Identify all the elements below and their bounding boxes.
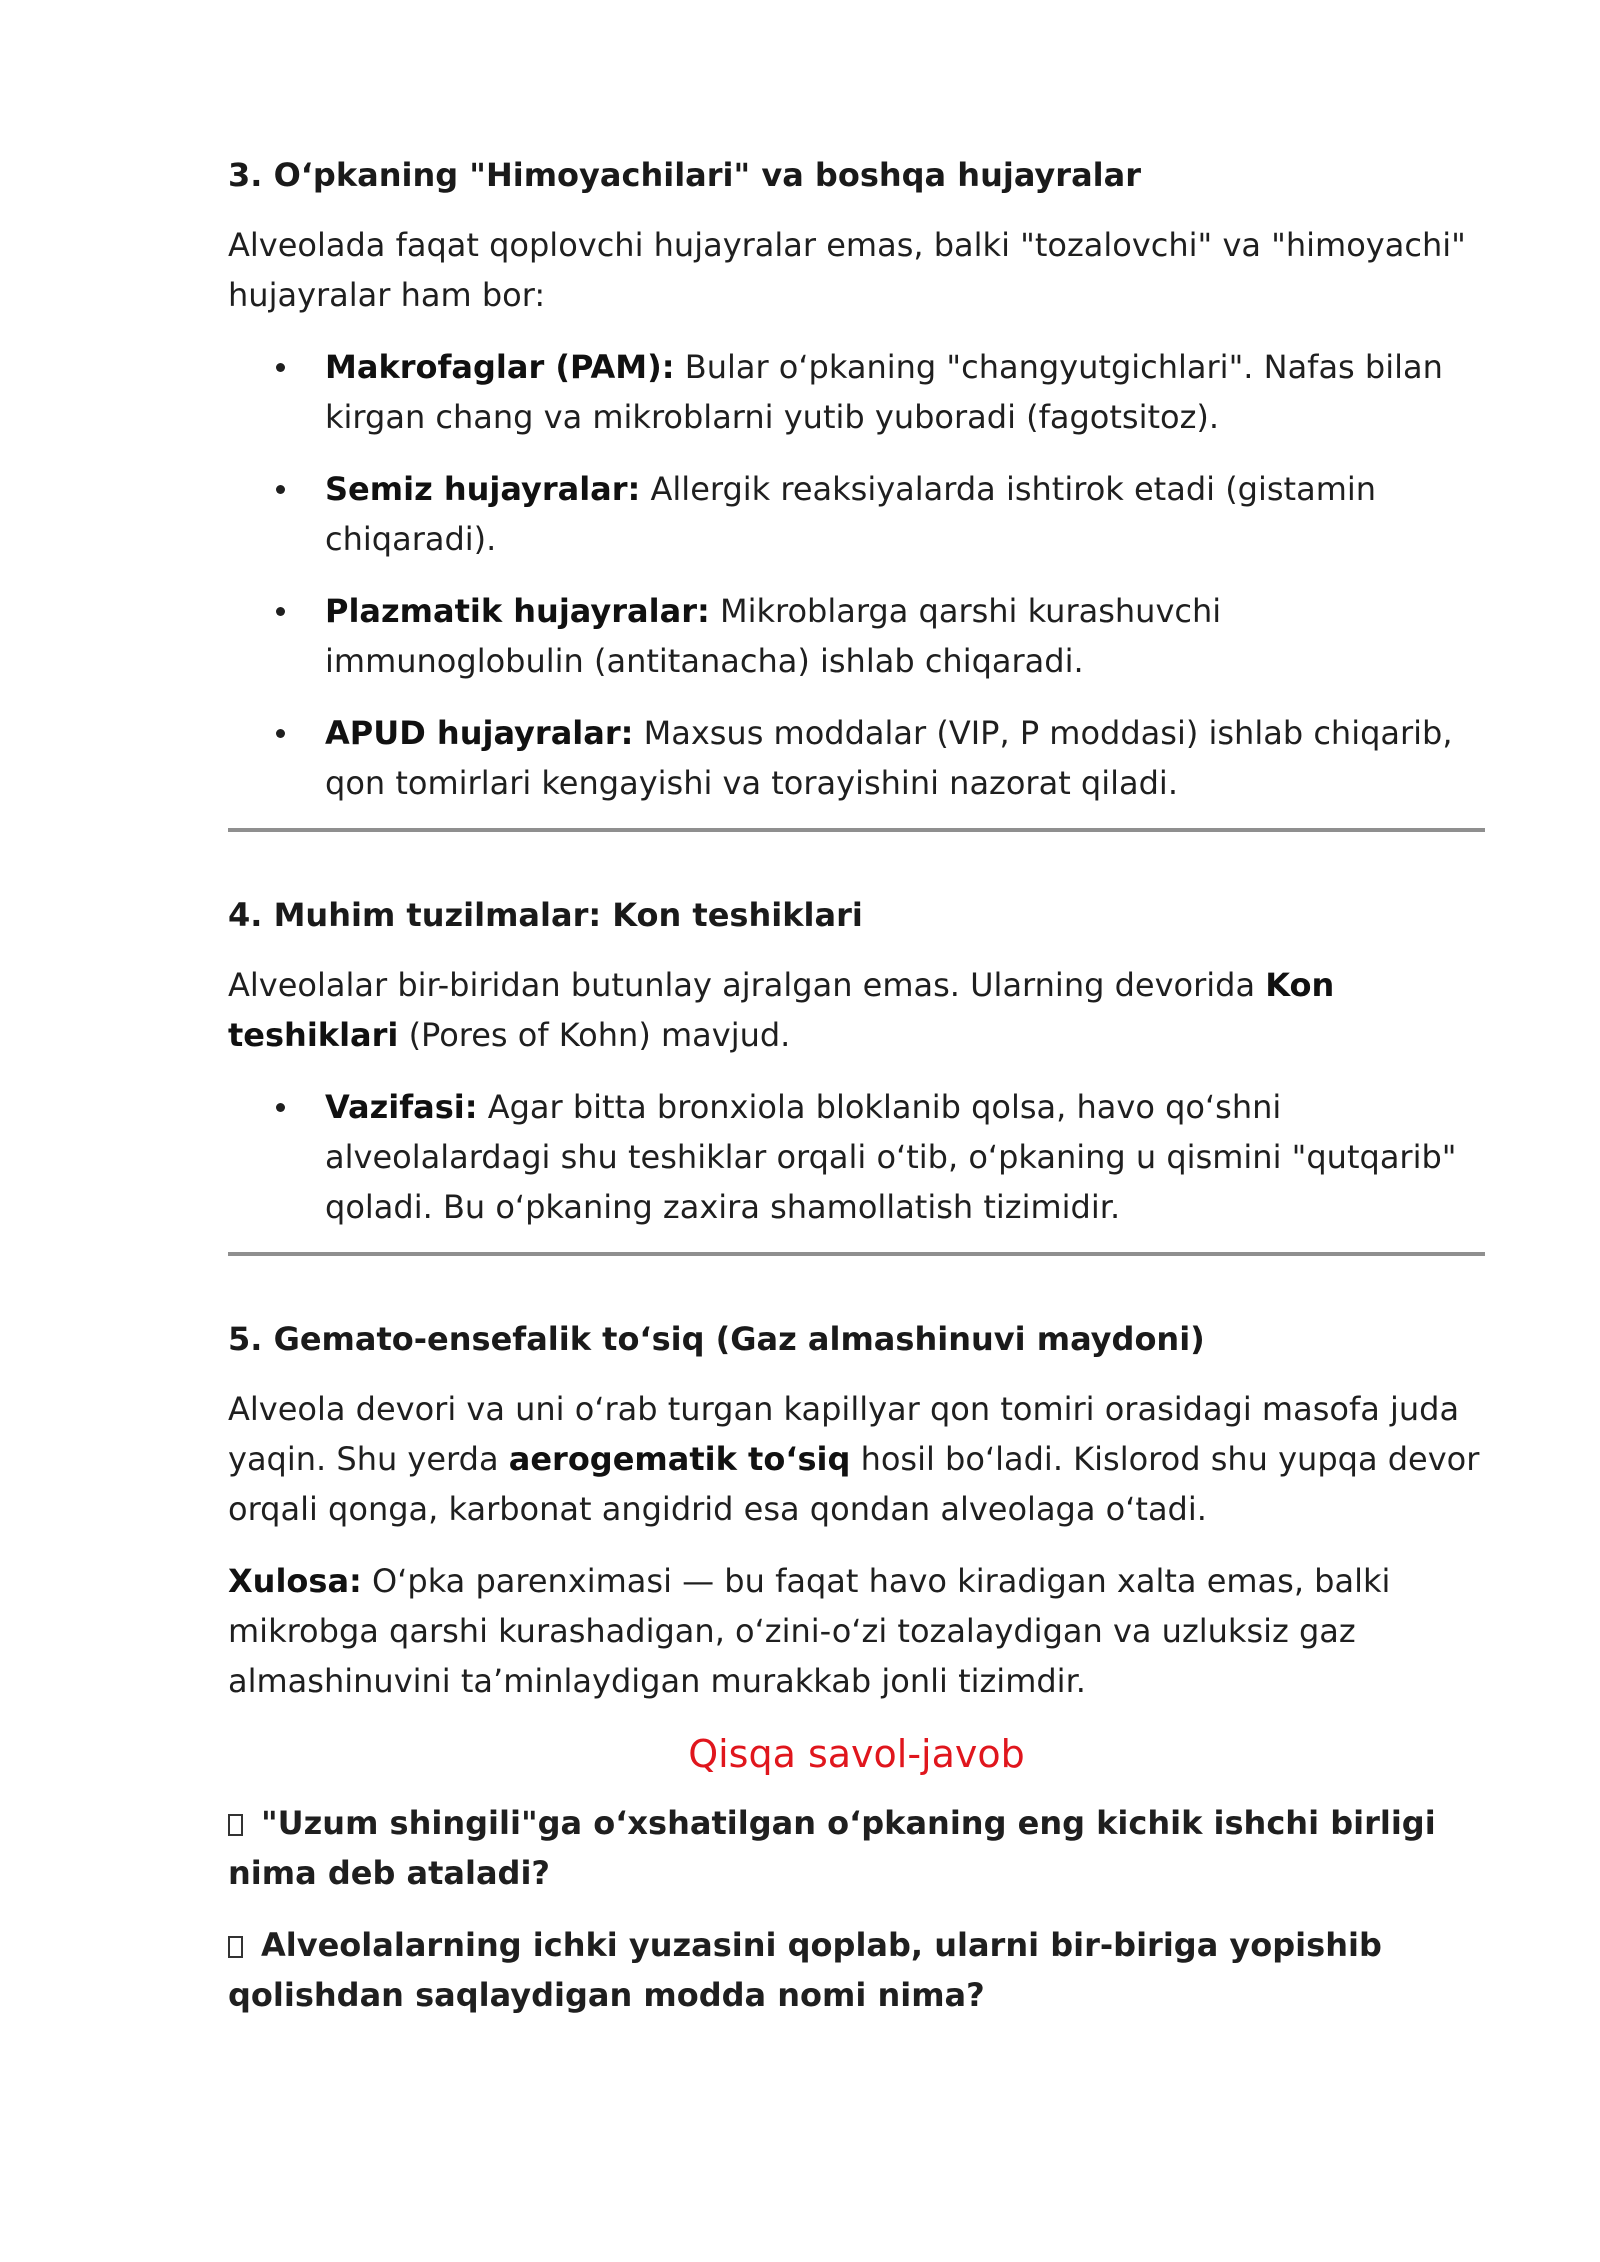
intro-text-end: (Pores of Kohn) mavjud. <box>398 1016 791 1054</box>
bullet-icon <box>276 1103 285 1112</box>
list-item <box>228 1082 1485 1232</box>
list-item-text: Agar bitta bronxiola bloklanib qolsa, havo qo‘shni alveolalardagi shu teshiklar orqali o‘tib, o‘pkaning u qismini "qutqarib" qoladi. Bu o‘pkaning zaxira shamollatish tizimidir. <box>325 1088 1457 1226</box>
conclusion-paragraph <box>228 1556 1485 1706</box>
list-item-term: Makrofaglar (PAM): <box>325 348 675 386</box>
list-item-term: Plazmatik hujayralar: <box>325 592 710 630</box>
section-4-list <box>228 1082 1485 1232</box>
paragraph-text-end: hosil bo‘ladi. Kislorod shu yupqa devor orqali qonga, karbonat angidrid esa qondan alveolaga o‘tadi. <box>228 1440 1480 1528</box>
intro-text: Alveolalar bir-biridan butunlay ajralgan emas. Ularning devorida <box>228 966 1266 1004</box>
section-5-heading: 5. Gemato-ensefalik to‘siq (Gaz almashinuvi maydoni) <box>228 1320 1205 1358</box>
section-divider <box>228 1252 1485 1256</box>
bullet-icon <box>276 485 285 494</box>
paragraph-bold-term: aerogematik to‘siq <box>508 1440 851 1478</box>
section-divider <box>228 828 1485 832</box>
list-item-term: APUD hujayralar: <box>325 714 634 752</box>
list-item <box>228 464 1485 564</box>
section-4-heading: 4. Muhim tuzilmalar: Kon teshiklari <box>228 896 863 934</box>
conclusion-text: O‘pka parenximasi — bu faqat havo kiradigan xalta emas, balki mikrobga qarshi kurashadigan, o‘zini-o‘zi tozalaydigan va uzluksiz gaz almashinuvini ta’minlaydigan murakkab jonli tizimdir. <box>228 1562 1391 1700</box>
section-3-list <box>228 342 1485 808</box>
question-item <box>228 1798 1485 1898</box>
checkbox-glyph-icon <box>228 1814 243 1836</box>
section-5-paragraph <box>228 1384 1485 1534</box>
list-item <box>228 586 1485 686</box>
list-item-text: Maxsus moddalar (VIP, P moddasi) ishlab chiqarib, qon tomirlari kengayishi va torayishini nazorat qiladi. <box>325 714 1453 802</box>
section-4-intro <box>228 960 1485 1060</box>
qa-title: Qisqa savol-javob <box>688 1732 1025 1776</box>
bullet-icon <box>276 607 285 616</box>
list-item-term: Vazifasi: <box>325 1088 478 1126</box>
list-item-term: Semiz hujayralar: <box>325 470 641 508</box>
section-3-heading: 3. O‘pkaning "Himoyachilari" va boshqa hujayralar <box>228 156 1141 194</box>
question-text: "Uzum shingili"ga o‘xshatilgan o‘pkaning eng kichik ishchi birligi nima deb ataladi? <box>228 1804 1436 1892</box>
list-item-text: Bular o‘pkaning "changyutgichlari". Nafas bilan kirgan chang va mikroblarni yutib yuboradi (fagotsitoz). <box>325 348 1443 436</box>
bullet-icon <box>276 363 285 372</box>
question-item <box>228 1920 1485 2020</box>
list-item <box>228 708 1485 808</box>
list-item <box>228 342 1485 442</box>
intro-bold-term: Kon teshiklari <box>228 966 1335 1054</box>
question-text: Alveolalarning ichki yuzasini qoplab, ularni bir-biriga yopishib qolishdan saqlaydigan modda nomi nima? <box>228 1926 1382 2014</box>
checkbox-glyph-icon <box>228 1936 243 1958</box>
paragraph-text: Alveola devori va uni o‘rab turgan kapillyar qon tomiri orasidagi masofa juda yaqin. Shu yerda <box>228 1390 1460 1478</box>
conclusion-label: Xulosa: <box>228 1562 362 1600</box>
list-item-text: Allergik reaksiyalarda ishtirok etadi (gistamin chiqaradi). <box>325 470 1377 558</box>
section-3-intro: Alveolada faqat qoplovchi hujayralar emas, balki "tozalovchi" va "himoyachi" hujayralar ham bor: <box>228 226 1466 314</box>
list-item-text: Mikroblarga qarshi kurashuvchi immunoglobulin (antitanacha) ishlab chiqaradi. <box>325 592 1222 680</box>
bullet-icon <box>276 729 285 738</box>
